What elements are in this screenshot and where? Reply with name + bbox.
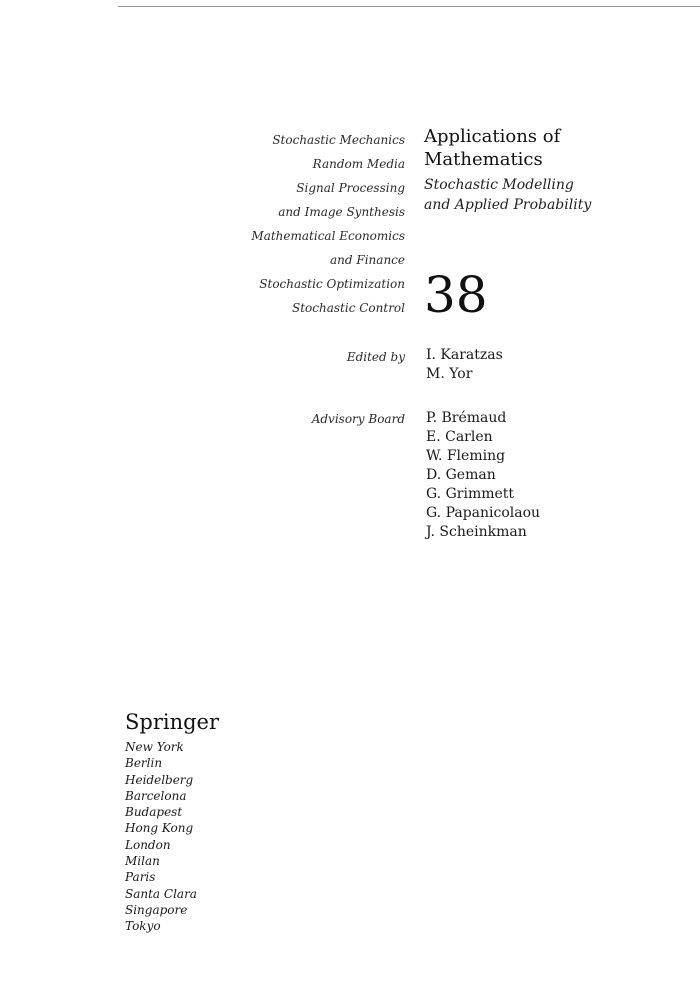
board-member-name: G. Papanicolaou: [426, 505, 541, 521]
city-name: Singapore: [125, 902, 188, 917]
city-name: London: [125, 837, 171, 852]
board-member-name: J. Scheinkman: [426, 524, 527, 540]
series-title: [424, 125, 591, 171]
editor-name: M. Yor: [426, 366, 473, 382]
city-name: Santa Clara: [125, 886, 197, 901]
series-title-line: Mathematics: [424, 149, 543, 170]
advisory-board-label: Advisory Board: [311, 412, 405, 426]
board-member-name: P. Brémaud: [426, 410, 507, 426]
city-name: Heidelberg: [125, 772, 194, 787]
advisory-board-list: [426, 409, 540, 542]
city-name: Paris: [125, 870, 156, 885]
subject-area: Stochastic Control: [292, 301, 405, 315]
city-name: Budapest: [125, 805, 183, 820]
board-member-name: G. Grimmett: [426, 486, 515, 502]
subject-area: Stochastic Optimization: [259, 277, 405, 291]
board-member-name: D. Geman: [426, 467, 496, 483]
editor-name: I. Karatzas: [426, 347, 503, 363]
publisher-block: [125, 708, 219, 935]
city-name: Tokyo: [125, 919, 161, 934]
city-name: New York: [125, 740, 184, 754]
board-member-name: W. Fleming: [426, 448, 506, 464]
series-subtitle-line: Stochastic Modelling: [424, 177, 574, 193]
series-heading: [424, 125, 591, 215]
series-title-line: Applications of: [424, 126, 561, 147]
subject-area: Mathematical Economics: [251, 229, 405, 243]
city-name: Milan: [125, 854, 160, 869]
subject-areas-list: [200, 128, 405, 320]
top-rule: [118, 6, 700, 7]
publisher-name: Springer: [125, 710, 220, 734]
volume-number: 38: [424, 266, 488, 324]
subject-area: and Finance: [330, 253, 405, 267]
board-member-name: E. Carlen: [426, 429, 493, 445]
editors-list: [426, 346, 503, 384]
city-name: Hong Kong: [125, 821, 194, 836]
subject-area: Stochastic Mechanics: [272, 133, 405, 147]
city-name: Barcelona: [125, 788, 187, 803]
edited-by-label: Edited by: [346, 350, 405, 364]
subject-area: and Image Synthesis: [278, 205, 405, 219]
series-subtitle-line: and Applied Probability: [424, 197, 592, 213]
publisher-cities: [125, 739, 219, 935]
subject-area: Signal Processing: [296, 181, 405, 195]
subject-area: Random Media: [312, 157, 405, 171]
city-name: Berlin: [125, 756, 163, 771]
series-subtitle: [424, 175, 591, 215]
